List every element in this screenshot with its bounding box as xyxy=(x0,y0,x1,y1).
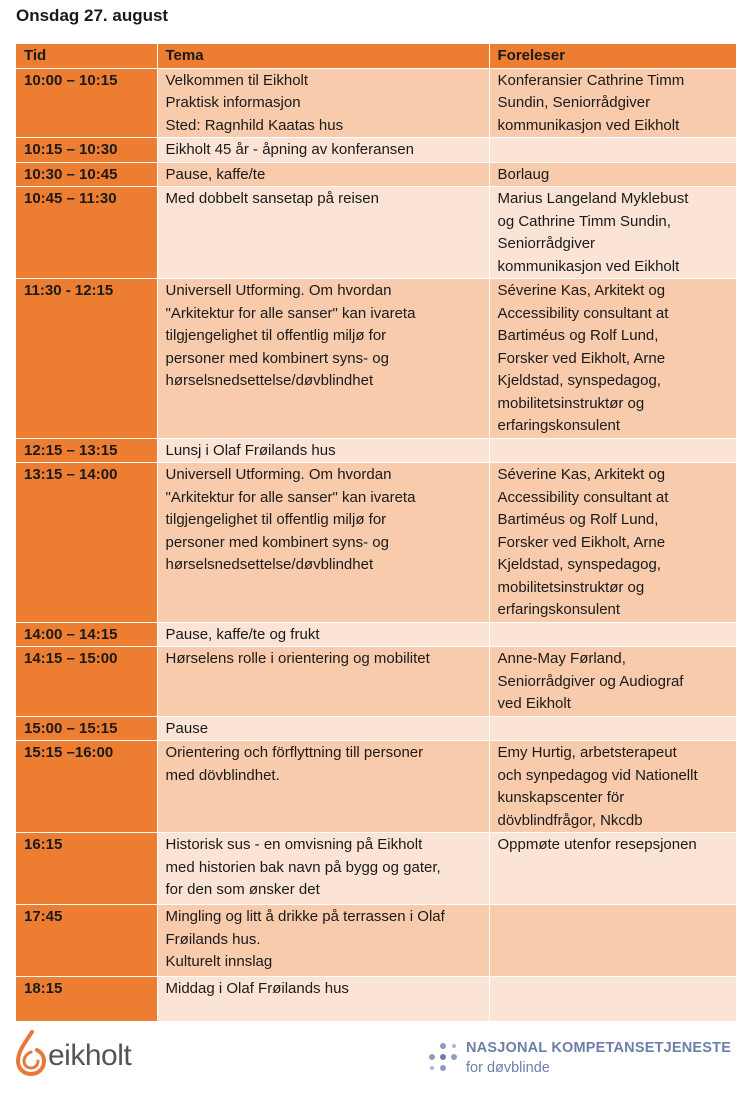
row-time: 12:15 – 13:15 xyxy=(16,438,157,463)
row-topic xyxy=(157,716,489,741)
header-time: Tid xyxy=(16,44,157,68)
topic-line: Velkommen til Eikholt xyxy=(165,71,309,89)
speakers-line: mobilitetsinstruktør og xyxy=(497,394,645,412)
topic-line: Eikholt 45 år - åpning av konferansen xyxy=(165,141,414,158)
row-speakers xyxy=(489,905,736,977)
row-topic xyxy=(157,138,489,163)
speakers-line: Bartiméus og Rolf Lund, xyxy=(497,511,659,528)
row-topic xyxy=(157,622,489,647)
table-row xyxy=(16,833,736,905)
eikholt-logo xyxy=(16,1030,131,1081)
page-title: Onsdag 27. august xyxy=(16,6,169,25)
topic-line: hørselsnedsettelse/døvblindhet xyxy=(165,372,374,389)
row-speakers xyxy=(489,622,736,647)
nkd-logo xyxy=(428,1040,731,1077)
row-speakers xyxy=(489,138,736,163)
topic-line: Pause, kaffe/te xyxy=(165,165,266,183)
speakers-line: ved Eikholt xyxy=(497,695,571,712)
table-row xyxy=(16,741,736,833)
header-speakers: Foreleser xyxy=(489,44,736,68)
row-time: 13:15 – 14:00 xyxy=(16,463,157,623)
speakers-line: Bartiméus og Rolf Lund, xyxy=(497,327,659,344)
row-speakers xyxy=(489,187,736,279)
speakers-line: kunskapscenter för xyxy=(497,789,625,806)
eikholt-logo-text: eikholt xyxy=(48,1038,132,1072)
row-time: 15:00 – 15:15 xyxy=(16,716,157,741)
row-speakers xyxy=(489,463,736,623)
row-topic xyxy=(157,438,489,463)
topic-line: Praktisk informasjon xyxy=(165,94,301,111)
topic-line: Universell Utforming. Om hvordan xyxy=(165,466,392,483)
row-speakers xyxy=(489,716,736,741)
topic-line: "Arkitektur for alle sanser" kan ivareta xyxy=(165,304,416,322)
speakers-line: Séverine Kas, Arkitekt og xyxy=(497,466,666,483)
topic-line: Historisk sus - en omvisning på Eikholt xyxy=(165,836,423,853)
speakers-line: Seniorrådgiver xyxy=(497,235,596,252)
dots-logo-icon xyxy=(428,1042,458,1077)
table-row xyxy=(16,622,736,647)
table-row xyxy=(16,463,736,623)
topic-line: Orientering och förflyttning till personer xyxy=(165,744,424,761)
row-speakers xyxy=(489,977,736,1022)
row-time: 15:15 –16:00 xyxy=(16,741,157,833)
topic-line: Middag i Olaf Frøilands hus xyxy=(165,980,349,997)
topic-line: Lunsj i Olaf Frøilands hus xyxy=(165,441,336,459)
row-speakers xyxy=(489,68,736,138)
row-topic xyxy=(157,187,489,279)
topic-line: "Arkitektur for alle sanser" kan ivareta xyxy=(165,488,416,506)
row-time: 10:30 – 10:45 xyxy=(16,162,157,187)
speakers-line: Oppmøte utenfor resepsjonen xyxy=(497,836,697,853)
row-topic xyxy=(157,279,489,439)
row-time: 17:45 xyxy=(16,905,157,977)
row-speakers xyxy=(489,741,736,833)
speakers-line: Anne-May Førland, xyxy=(497,650,626,667)
row-topic xyxy=(157,463,489,623)
topic-line: Sted: Ragnhild Kaatas hus xyxy=(165,116,344,134)
topic-line: tilgjengelighet til offentlig miljø for xyxy=(165,327,387,344)
row-speakers xyxy=(489,833,736,905)
row-topic xyxy=(157,68,489,138)
row-speakers xyxy=(489,279,736,439)
speakers-line: Emy Hurtig, arbetsterapeut xyxy=(497,744,677,761)
row-time: 14:15 – 15:00 xyxy=(16,647,157,717)
table-row xyxy=(16,279,736,439)
table-row xyxy=(16,162,736,187)
table-header-row xyxy=(16,44,736,68)
speakers-line: Forsker ved Eikholt, Arne xyxy=(497,533,666,551)
topic-line: Frøilands hus. xyxy=(165,930,261,948)
speakers-line: Sundin, Seniorrådgiver xyxy=(497,94,651,111)
row-time: 16:15 xyxy=(16,833,157,905)
speakers-line: Kjeldstad, synspedagog, xyxy=(497,556,661,573)
speakers-line: mobilitetsinstruktør og xyxy=(497,578,645,596)
topic-line: personer med kombinert syns- og xyxy=(165,349,389,367)
speakers-line: og Cathrine Timm Sundin, xyxy=(497,212,671,230)
header-topic: Tema xyxy=(157,44,489,68)
speakers-line: Séverine Kas, Arkitekt og xyxy=(497,282,666,299)
speakers-line: Accessibility consultant at xyxy=(497,488,669,506)
speakers-line: Konferansier Cathrine Timm xyxy=(497,71,685,89)
row-topic xyxy=(157,977,489,1022)
speakers-line: Forsker ved Eikholt, Arne xyxy=(497,349,666,367)
table-row xyxy=(16,138,736,163)
eikholt-logo-icon xyxy=(16,1030,46,1081)
row-topic xyxy=(157,741,489,833)
topic-line: med historien bak navn på bygg og gater, xyxy=(165,858,441,876)
row-speakers xyxy=(489,162,736,187)
row-time: 10:15 – 10:30 xyxy=(16,138,157,163)
topic-line: for den som ønsker det xyxy=(165,881,320,898)
speakers-line: Seniorrådgiver og Audiograf xyxy=(497,672,684,690)
table-row xyxy=(16,187,736,279)
table-row xyxy=(16,68,736,138)
speakers-line: Kjeldstad, synspedagog, xyxy=(497,372,661,389)
speakers-line: Marius Langeland Myklebust xyxy=(497,190,689,207)
row-speakers xyxy=(489,438,736,463)
speakers-line: dövblindfrågor, Nkcdb xyxy=(497,811,643,829)
row-time: 11:30 - 12:15 xyxy=(16,279,157,439)
row-time: 10:45 – 11:30 xyxy=(16,187,157,279)
schedule-table xyxy=(16,44,737,1022)
row-time: 14:00 – 14:15 xyxy=(16,622,157,647)
row-time: 18:15 xyxy=(16,977,157,1022)
speakers-line: och synpedagog vid Nationellt xyxy=(497,766,698,784)
row-speakers xyxy=(489,647,736,717)
speakers-line: Borlaug xyxy=(497,165,550,183)
speakers-line: Accessibility consultant at xyxy=(497,304,669,322)
row-topic xyxy=(157,162,489,187)
topic-line: hørselsnedsettelse/døvblindhet xyxy=(165,556,374,573)
topic-line: personer med kombinert syns- og xyxy=(165,533,389,551)
topic-line: Med dobbelt sansetap på reisen xyxy=(165,190,379,207)
table-row xyxy=(16,716,736,741)
table-row xyxy=(16,905,736,977)
speakers-line: erfaringskonsulent xyxy=(497,417,621,434)
nkd-logo-title: NASJONAL KOMPETANSETJENESTE xyxy=(466,1040,732,1056)
topic-line: tilgjengelighet til offentlig miljø for xyxy=(165,511,387,528)
nkd-logo-subtitle: for døvblinde xyxy=(466,1060,550,1076)
table-row xyxy=(16,977,736,1022)
table-row xyxy=(16,647,736,717)
topic-line: Hørselens rolle i orientering og mobilitet xyxy=(165,650,430,667)
row-topic xyxy=(157,905,489,977)
topic-line: Mingling og litt å drikke på terrassen i Olaf xyxy=(165,908,445,925)
topic-line: Pause, kaffe/te og frukt xyxy=(165,625,320,643)
topic-line: Kulturelt innslag xyxy=(165,953,273,970)
row-topic xyxy=(157,647,489,717)
topic-line: Universell Utforming. Om hvordan xyxy=(165,282,392,299)
speakers-line: kommunikasjon ved Eikholt xyxy=(497,257,680,275)
speakers-line: erfaringskonsulent xyxy=(497,601,621,618)
row-topic xyxy=(157,833,489,905)
topic-line: med dövblindhet. xyxy=(165,766,280,784)
speakers-line: kommunikasjon ved Eikholt xyxy=(497,116,680,134)
table-row xyxy=(16,438,736,463)
topic-line: Pause xyxy=(165,719,209,737)
row-time: 10:00 – 10:15 xyxy=(16,68,157,138)
